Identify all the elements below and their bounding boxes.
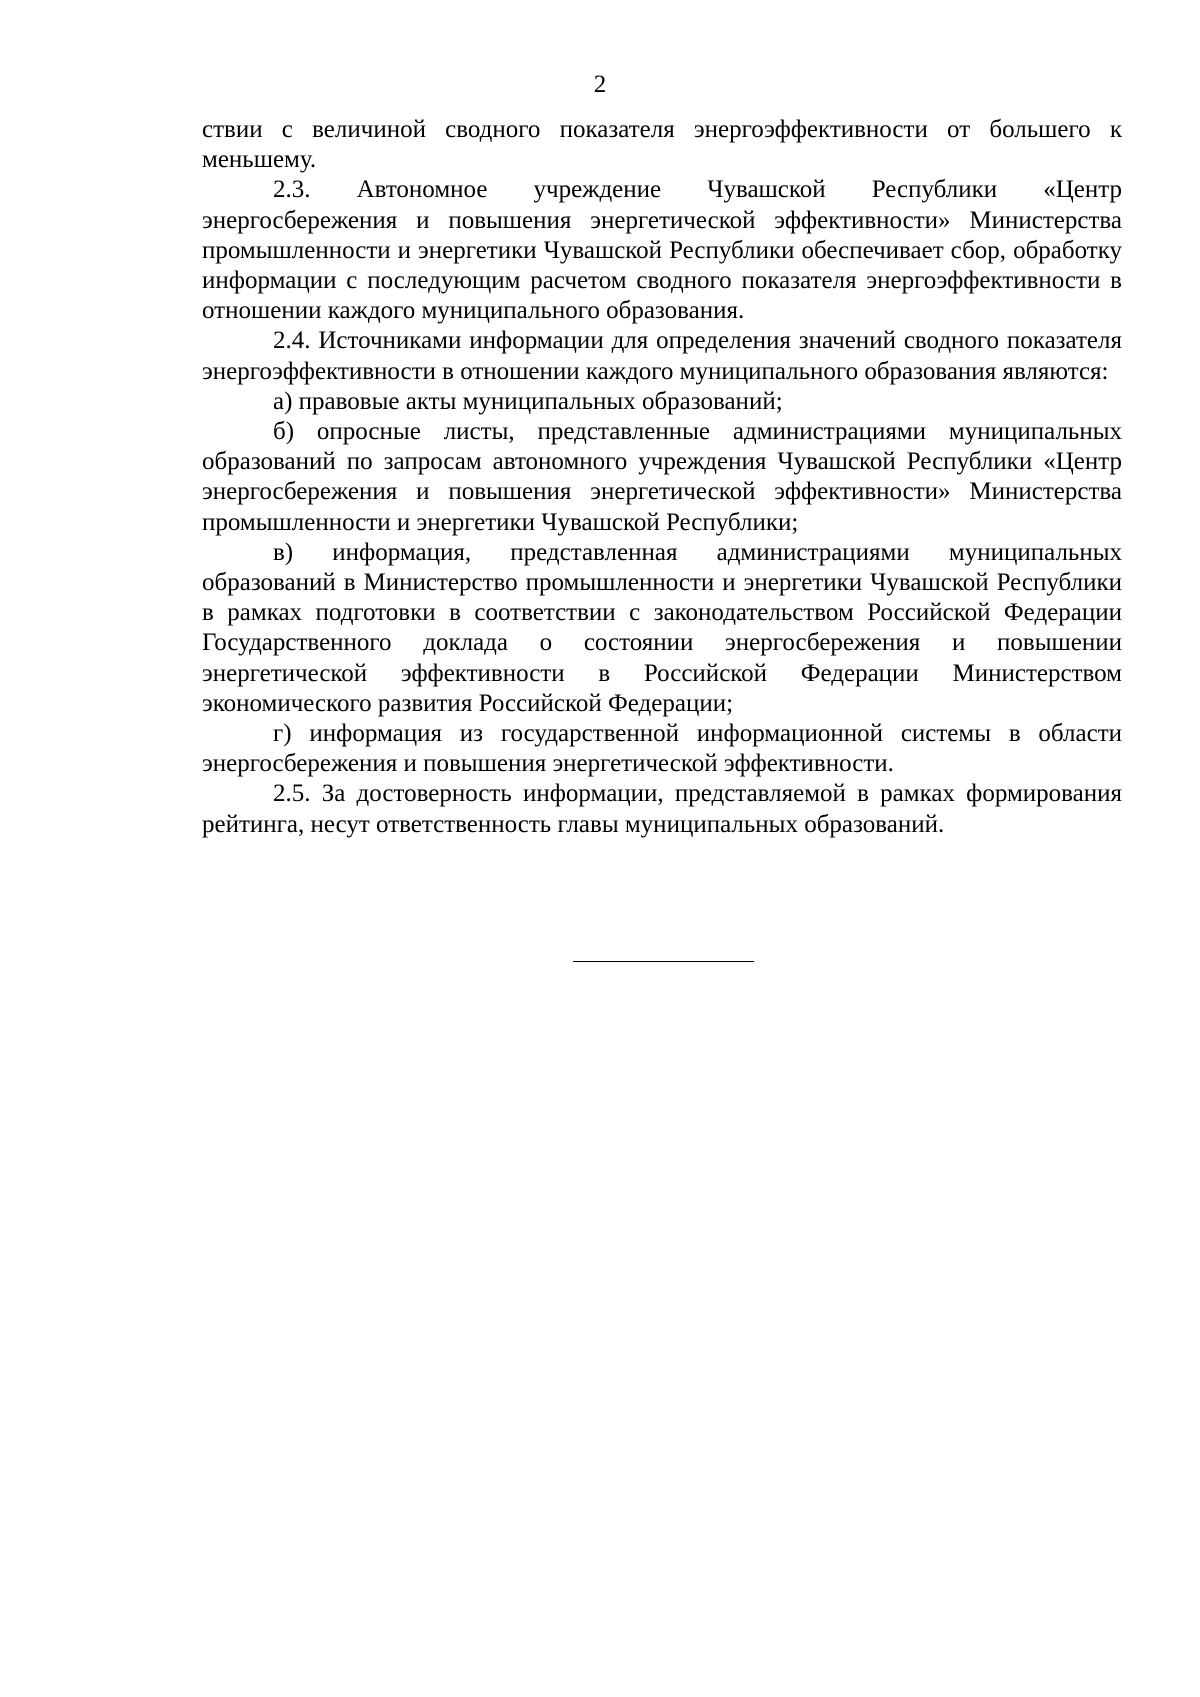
paragraph-2-3: 2.3. Автономное учреждение Чувашской Республики «Центр энергосбережения и повышения энергетической эффективности» Министерства промышленности и энергетики Чувашской Республики обеспечивает сбор, обработку информации с последующим расчетом сводного показателя энергоэффективности в отношении каждого муниципального образования. xyxy=(202,176,1122,325)
list-item-a: а) правовые акты муниципальных образований; xyxy=(273,387,783,415)
page-number: 2 xyxy=(593,71,607,98)
paragraph-2-4: 2.4. Источниками информации для определения значений сводного показателя энергоэффективности в отношении каждого муниципального образования являются: xyxy=(202,327,1122,385)
document-body xyxy=(202,115,1122,840)
list-item-g: г) информация из государственной информационной системы в области энергосбережения и повышения энергетической эффективности. xyxy=(202,720,1122,778)
list-item-v: в) информация, представленная администрациями муниципальных образований в Министерство промышленности и энергетики Чувашской Республики в рамках подготовки в соответствии с законодательством Российской Федерации Государственного доклада о состоянии энергосбережения и повышении энергетической эффективности в Российской Федерации Министерством экономического развития Российской Федерации; xyxy=(202,538,1122,717)
list-item-b: б) опросные листы, представленные администрациями муниципальных образований по запросам автономного учреждения Чувашской Республики «Центр энергосбережения и повышения энергетической эффективности» Министерства промышленности и энергетики Чувашской Республики; xyxy=(202,418,1122,536)
end-separator-line xyxy=(573,961,754,962)
paragraph-continuation: ствии с величиной сводного показателя энергоэффективности от большего к меньшему. xyxy=(202,116,1122,174)
paragraph-2-5: 2.5. За достоверность информации, представляемой в рамках формирования рейтинга, несут ответственность главы муниципальных образований. xyxy=(202,780,1122,838)
